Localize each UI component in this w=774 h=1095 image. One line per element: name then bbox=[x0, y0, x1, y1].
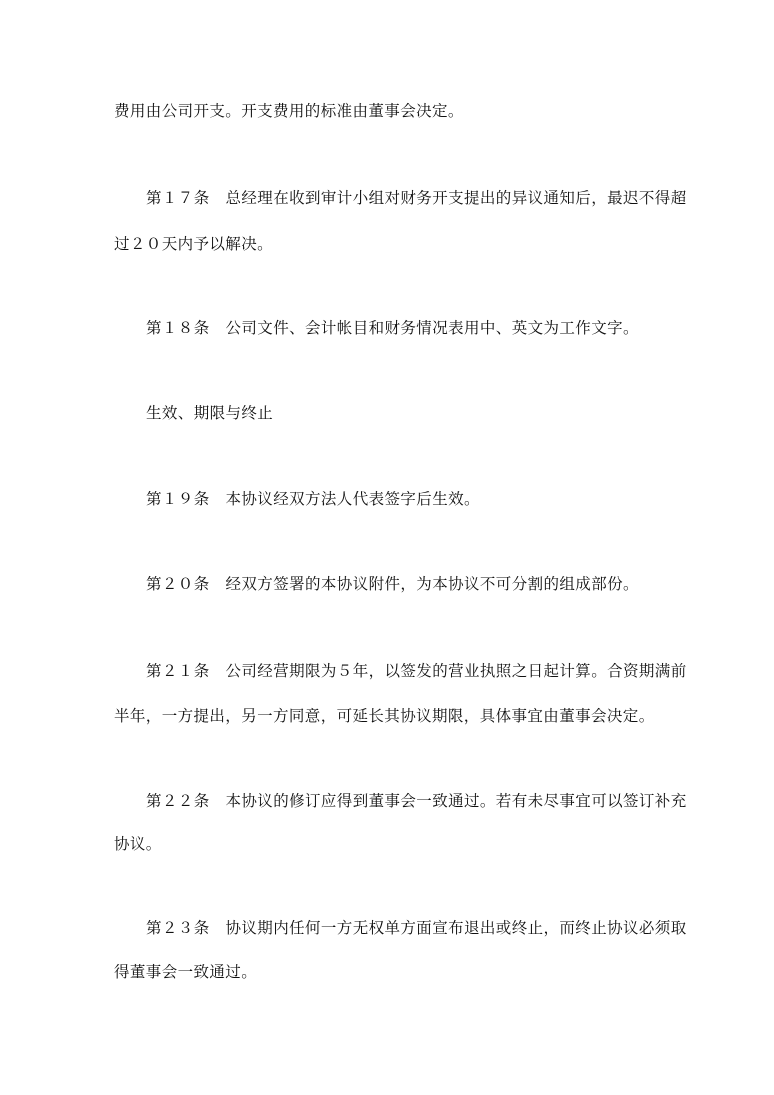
article-23-line-2: 得董事会一致通过。 bbox=[114, 963, 258, 981]
article-17-line-1: 第１７条 总经理在收到审计小组对财务开支提出的异议通知后，最迟不得超 bbox=[146, 189, 687, 207]
paragraph-16-tail: 费用由公司开支。开支费用的标准由董事会决定。 bbox=[114, 102, 464, 120]
article-21-line-1: 第２１条 公司经营期限为５年，以签发的营业执照之日起计算。合资期满前 bbox=[146, 662, 687, 680]
article-22-line-1: 第２２条 本协议的修订应得到董事会一致通过。若有未尽事宜可以签订补充 bbox=[146, 792, 687, 810]
article-17-line-2: 过２０天内予以解决。 bbox=[114, 235, 274, 253]
article-22-line-2: 协议。 bbox=[114, 835, 162, 853]
article-21-line-2: 半年，一方提出，另一方同意，可延长其协议期限，具体事宜由董事会决定。 bbox=[114, 707, 655, 725]
article-18-line-1: 第１８条 公司文件、会计帐目和财务情况表用中、英文为工作文字。 bbox=[146, 319, 639, 337]
article-23-line-1: 第２３条 协议期内任何一方无权单方面宣布退出或终止，而终止协议必须取 bbox=[146, 919, 687, 937]
article-19-line-1: 第１９条 本协议经双方法人代表签字后生效。 bbox=[146, 490, 480, 508]
section-heading: 生效、期限与终止 bbox=[146, 404, 274, 422]
article-20-line-1: 第２０条 经双方签署的本协议附件，为本协议不可分割的组成部份。 bbox=[146, 575, 639, 593]
